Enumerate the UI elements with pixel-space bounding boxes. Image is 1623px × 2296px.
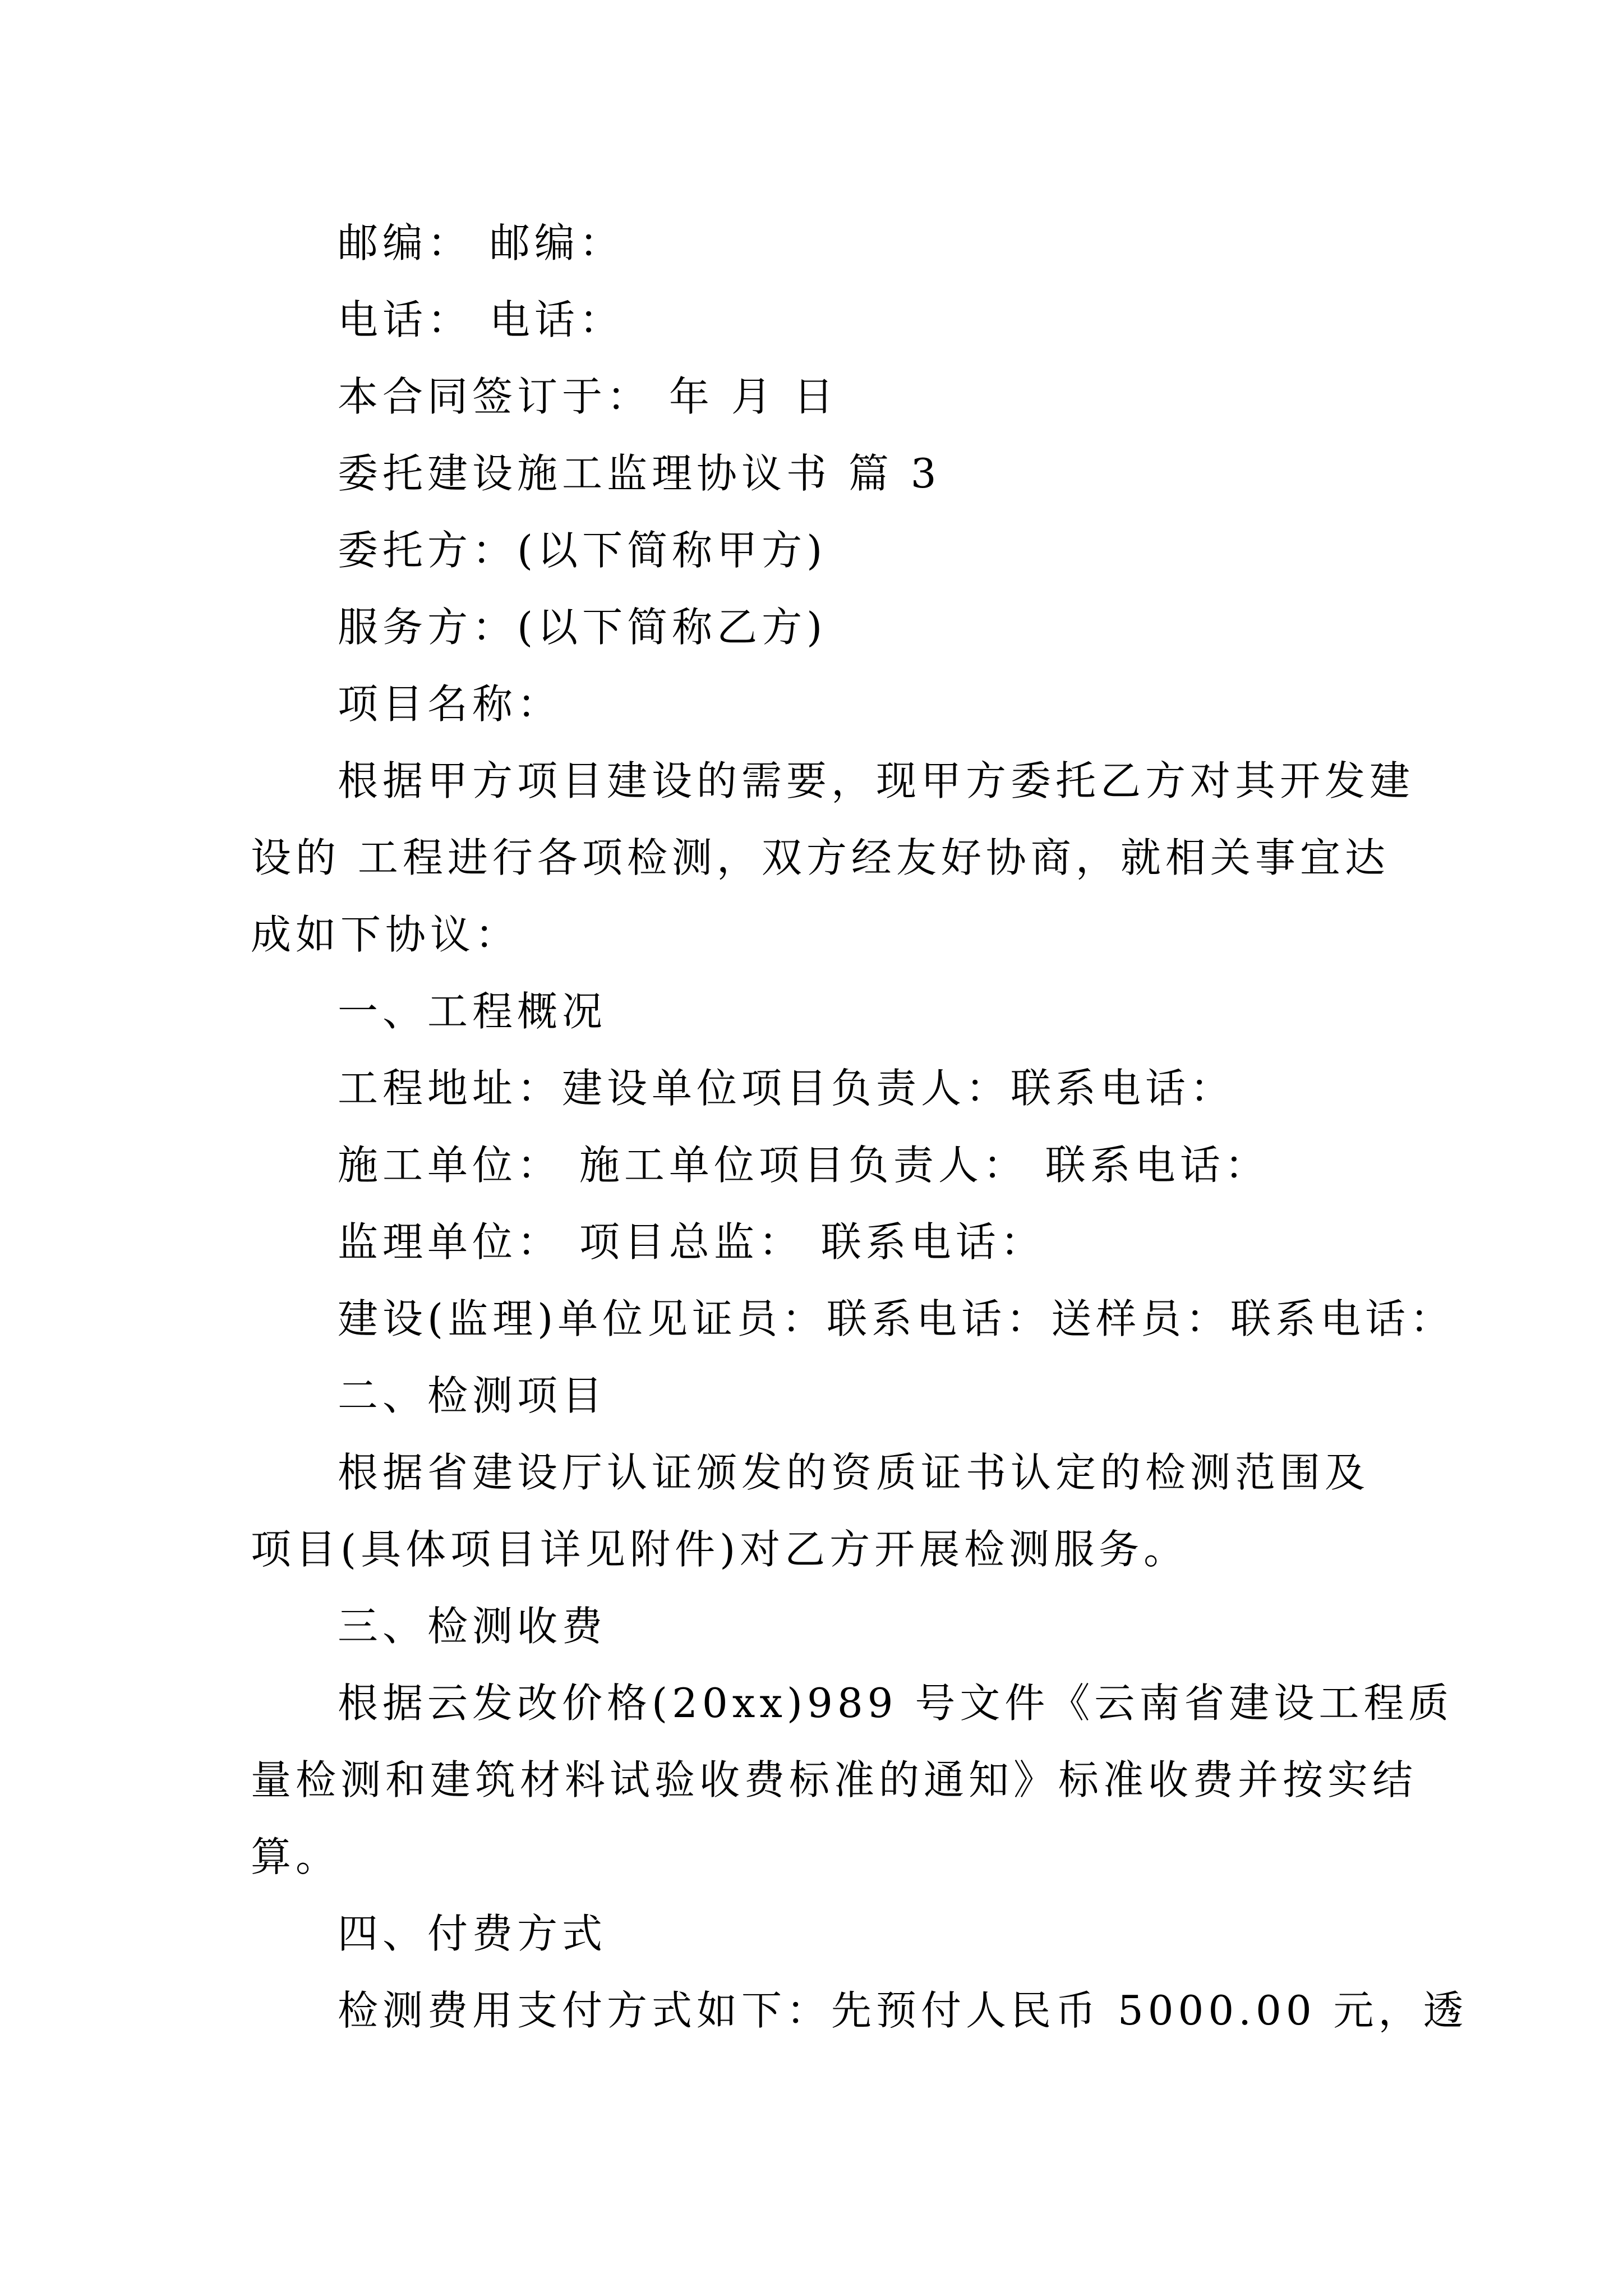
paragraph-line: 根据云发改价格(20xx)989 号文件《云南省建设工程质 bbox=[338, 1680, 1454, 1727]
paragraph-line: 根据省建设厅认证颁发的资质证书认定的检测范围及 bbox=[338, 1449, 1370, 1496]
paragraph-line: 量检测和建筑材料试验收费标准的通知》标准收费并按实结 bbox=[251, 1756, 1418, 1803]
heading-test-items: 二、检测项目 bbox=[338, 1372, 607, 1419]
section-title: 委托建设施工监理协议书 篇 3 bbox=[338, 450, 941, 497]
paragraph-line: 检测费用支付方式如下：先预付人民币 5000.00 元，透 bbox=[338, 1987, 1468, 2034]
project-address-line: 工程地址：建设单位项目负责人：联系电话： bbox=[338, 1065, 1235, 1112]
heading-payment-method: 四、付费方式 bbox=[338, 1910, 607, 1957]
heading-test-fees: 三、检测收费 bbox=[338, 1603, 607, 1650]
paragraph-line: 项目(具体项目详见附件)对乙方开展检测服务。 bbox=[251, 1526, 1189, 1573]
paragraph-line: 算。 bbox=[251, 1833, 341, 1880]
phone-line: 电话： 电话： bbox=[338, 296, 624, 343]
provider-line: 服务方：(以下简称乙方) bbox=[338, 604, 827, 651]
project-name-line: 项目名称： bbox=[338, 680, 562, 728]
paragraph-line: 成如下协议： bbox=[251, 911, 520, 958]
signing-date-line: 本合同签订于： 年 月 日 bbox=[338, 373, 838, 420]
client-line: 委托方：(以下简称甲方) bbox=[338, 527, 827, 574]
supervisor-line: 监理单位： 项目总监： 联系电话： bbox=[338, 1218, 1045, 1266]
postcode-line: 邮编： 邮编： bbox=[338, 219, 624, 266]
contractor-line: 施工单位： 施工单位项目负责人： 联系电话： bbox=[338, 1142, 1270, 1189]
paragraph-line: 设的 工程进行各项检测，双方经友好协商，就相关事宜达 bbox=[251, 834, 1390, 881]
paragraph-line: 根据甲方项目建设的需要，现甲方委托乙方对其开发建 bbox=[338, 757, 1415, 804]
witness-line: 建设(监理)单位见证员：联系电话：送样员：联系电话： bbox=[338, 1295, 1455, 1342]
heading-project-overview: 一、工程概况 bbox=[338, 988, 607, 1035]
